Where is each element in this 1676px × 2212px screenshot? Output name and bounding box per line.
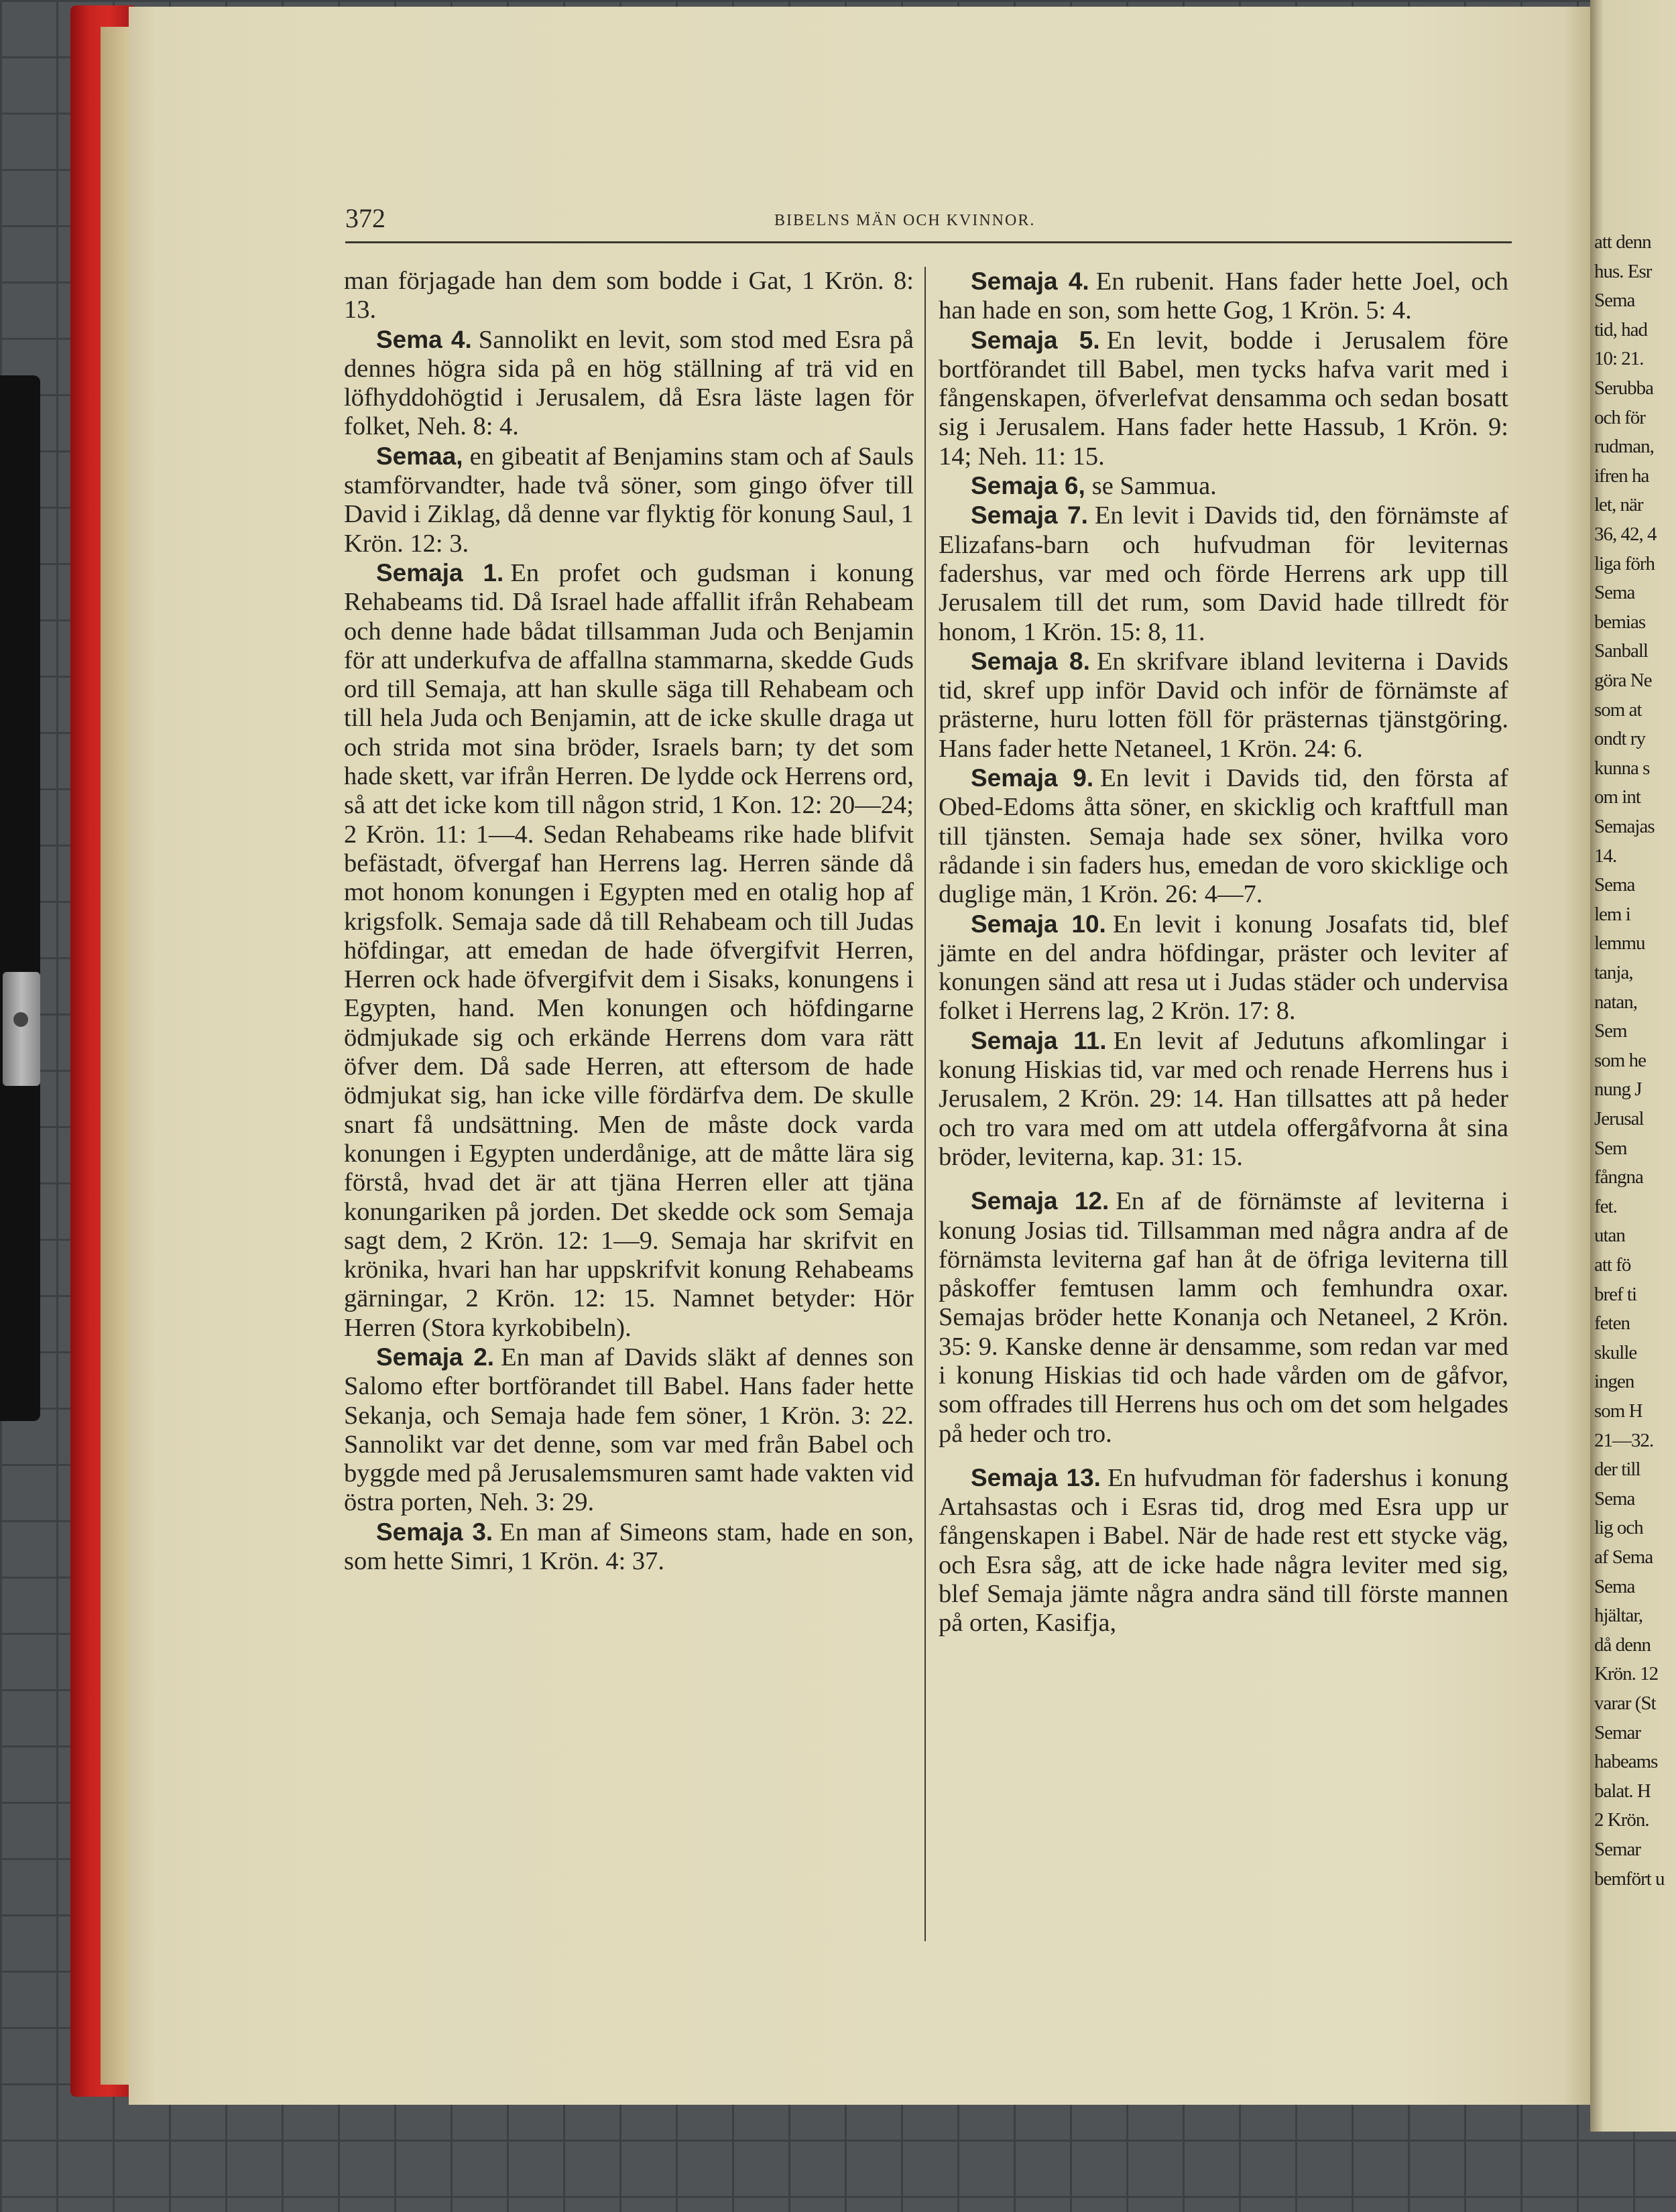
page-number: 372 bbox=[345, 203, 385, 233]
dictionary-entry bbox=[344, 1343, 914, 1518]
entry-text: En man af Simeons stam, hade en son, som hette Simri, 1 Krön. 4: 37. bbox=[344, 1518, 914, 1576]
dictionary-entry bbox=[939, 1186, 1508, 1449]
entry-headword: Semaa, bbox=[376, 442, 463, 470]
dictionary-entry bbox=[939, 1026, 1508, 1172]
facing-page-text-fragment: som H bbox=[1594, 1400, 1642, 1422]
dictionary-entry bbox=[344, 442, 914, 558]
entry-text: En skrifvare ibland leviterna i Davids tid, skref upp inför David och inför de förnämste af prästerne, huru lotten föll för prästernas tjänstgöring. Hans fader hette Netaneel, 1 Krön. 24: 6. bbox=[939, 647, 1508, 763]
facing-page-text-fragment: göra Ne bbox=[1594, 670, 1652, 691]
facing-page-text-fragment: som he bbox=[1594, 1049, 1646, 1071]
entry-headword: Semaja 3. bbox=[376, 1518, 493, 1546]
facing-page-text-fragment: Serubba bbox=[1594, 377, 1654, 399]
dictionary-entry bbox=[344, 1518, 914, 1577]
facing-page-text-fragment: lig och bbox=[1594, 1517, 1643, 1539]
running-head bbox=[345, 202, 1512, 243]
entry-text: En rubenit. Hans fader hette Joel, och han hade en son, som hette Gog, 1 Krön. 5: 4. bbox=[939, 267, 1508, 325]
entry-text: En profet och gudsman i konung Rehabeams tid. Då Israel hade affallit ifrån Rehabeam och denne hade bådat tillsamman Juda och Benjamin för att underkufva de affallna stammarna, skedde Guds ord till Semaja, att han skulle säga till Rehabeam och till hela Juda och Benjamin, att de icke skulle draga ut och strida mot sina bröder, Israels barn; ty det som hade skett, var ifrån Herren. De lydde ock Herrens ord, så att det icke kom till någon strid, 1 Kon. 12: 20—24; 2 Krön. 11: 1—4. Sedan Rehabeams rike hade blifvit befästadt, öfvergaf han Herrens lag. Herren sände då mot honom konungen i Egypten med en otalig hop af krigsfolk. Semaja sade då till Rehabeam och till Judas höfdingar, att emedan de hade öfvergifvit Herren, Herren ock hade öfvergifvit dem i Sisaks, konungens i Egypten, hand. Men konungen och höfdingarne ödmjukade sig och erkände Herrens dom vara rätt öfver dem. Då sade Herren, att eftersom de hade ödmjukat sig, han icke ville fördärfva dem. De skulle snart få undsättning. Men de måste dock varda konungen i Egypten underdånige, att de måtte lära sig förstå, hvad det är att tjäna Herren eller att tjäna konungariken på jorden. Det skedde ock som Semaja sagt dem, 2 Krön. 12: 1—9. Semaja har skrifvit en krönika, hvari han har uppskrifvit konung Rehabeams gärningar, 2 Krön. 12: 15. Namnet betyder: Hör Herren (Stora kyrkobibeln). bbox=[344, 558, 914, 1342]
page-clip bbox=[3, 972, 40, 1086]
facing-page-text-fragment: nung J bbox=[1594, 1079, 1642, 1101]
entry-headword: Semaja 5. bbox=[971, 326, 1100, 354]
entry-headword: Semaja 8. bbox=[971, 647, 1090, 675]
dictionary-entry bbox=[939, 471, 1508, 501]
page-block-edge bbox=[101, 27, 131, 2085]
entry-headword: Semaja 9. bbox=[971, 764, 1094, 792]
dictionary-entry bbox=[939, 1463, 1508, 1638]
entry-text: En levit i Davids tid, den förnämste af Elizafans-barn och hufvudman för leviternas fadershus, var med och förde Herrens ark upp till Jerusalem till det rum, som David hade tillredt för honom, 1 Krön. 15: 8, 11. bbox=[939, 501, 1509, 646]
facing-page-text-fragment: som at bbox=[1594, 698, 1642, 721]
entry-headword: Semaja 12. bbox=[971, 1187, 1110, 1215]
facing-page-text-fragment: fet. bbox=[1594, 1195, 1617, 1217]
entry-text: En levit af Jedutuns afkomlingar i konung Hiskias tid, var med och renade Herrens hus i Jerusalem, 2 Krön. 29: 14. Han tillsattes att på heder och tro vara med om att utdela offergåfvorna åt sina bröder, leviterna, kap. 31: 15. bbox=[939, 1026, 1509, 1171]
facing-page-text-fragment: bemfört u bbox=[1594, 1867, 1665, 1890]
facing-page-text-fragment: Semar bbox=[1594, 1839, 1641, 1860]
dictionary-entry bbox=[939, 910, 1508, 1026]
facing-page-text-fragment: 21—32. bbox=[1594, 1429, 1654, 1451]
entry-text: En levit i konung Josafats tid, blef jämte en del andra höfdingar, präster och leviter af konungen sänd att resa ut i Judas städer och undervisa folket i Herrens lag, 2 Krön. 17: 8. bbox=[939, 910, 1508, 1026]
column-divider bbox=[924, 267, 926, 1941]
facing-page-text-fragment: att denn bbox=[1594, 231, 1651, 253]
facing-page-text-fragment: bemias bbox=[1594, 611, 1646, 633]
facing-page-text-fragment: varar (St bbox=[1594, 1693, 1656, 1714]
facing-page-text-fragment: utan bbox=[1594, 1225, 1625, 1247]
entry-headword: Semaja 4. bbox=[971, 267, 1089, 295]
facing-page-text-fragment: Jerusal bbox=[1594, 1108, 1644, 1129]
facing-page-text-fragment: Sema bbox=[1594, 874, 1635, 896]
entry-headword: Semaja 6, bbox=[971, 472, 1085, 500]
facing-page-text-fragment: hus. Esr bbox=[1594, 260, 1652, 282]
entry-text: En levit i Davids tid, den första af Obed-Edoms åtta söner, en skicklig och kraftfull man till tjänsten. Semaja hade sex söner, hvilka voro rådande i sin faders hus, emedan de voro skicklige och duglige män, 1 Krön. 26: 4—7. bbox=[939, 764, 1508, 909]
dictionary-entry bbox=[939, 647, 1508, 763]
entry-headword: Semaja 10. bbox=[971, 910, 1106, 938]
facing-page-text-fragment: tanja, bbox=[1594, 962, 1633, 983]
facing-page-text-fragment: 36, 42, 4 bbox=[1594, 524, 1657, 545]
facing-page-text-fragment: Sem bbox=[1594, 1137, 1627, 1159]
entry-text: En man af Davids släkt af dennes son Salomo efter bortförandet till Babel. Hans fader hette Sekanja, och Semaja hade fem söner, 1 Krön. 3: 22. Sannolikt var det denne, som var med från Babel och byggde med på Jerusalemsmuren samt hade vakten vid östra porten, Neh. 3: 29. bbox=[344, 1343, 914, 1517]
facing-page-text-fragment: ingen bbox=[1594, 1371, 1634, 1393]
facing-page-text-fragment: ifren ha bbox=[1594, 465, 1649, 487]
facing-page-text-fragment: tid, had bbox=[1594, 318, 1647, 341]
entry-text: man förjagade han dem som bodde i Gat, 1 Krön. 8: 13. bbox=[344, 267, 914, 324]
entry-headword: Sema 4. bbox=[376, 325, 472, 353]
facing-page-text-fragment: Sema bbox=[1594, 582, 1635, 604]
facing-page-text-fragment: liga förh bbox=[1594, 552, 1655, 574]
dictionary-entry bbox=[344, 267, 914, 325]
facing-page-text-fragment: Semajas bbox=[1594, 816, 1655, 837]
facing-page-text-fragment: Semar bbox=[1594, 1721, 1641, 1743]
entry-text: En af de förnämste af leviterna i konung Josias tid. Tillsamman med några andra af de förnämsta leviterna gaf han åt de öfriga leviterna till påskoffer femtusen lamm och femhundra oxar. Semajas bröder hette Konanja och Netaneel, 2 Krön. 35: 9. Kanske denne är densamme, som redan var med i konung Hiskias tid och hade vården om de gåfvor, som offrades till Herrens hus och om det som helgades på heder och tro. bbox=[939, 1187, 1508, 1448]
running-head-title: BIBELNS MÄN OCH KVINNOR. bbox=[774, 212, 1036, 229]
dictionary-entry bbox=[344, 325, 914, 442]
facing-page-text-fragment: fångna bbox=[1594, 1166, 1643, 1188]
facing-page-text-fragment: Sema bbox=[1594, 290, 1635, 312]
facing-page-text-fragment: om int bbox=[1594, 786, 1640, 808]
facing-page-text-fragment: då denn bbox=[1594, 1634, 1651, 1656]
facing-page-text-fragment: feten bbox=[1594, 1312, 1630, 1335]
facing-page-text-fragment: att fö bbox=[1594, 1254, 1631, 1276]
facing-page-text-fragment: skulle bbox=[1594, 1341, 1637, 1363]
facing-page-text-fragment: natan, bbox=[1594, 991, 1638, 1013]
facing-page-text-fragment: Sanball bbox=[1594, 640, 1648, 662]
entry-text: en gibeatit af Benjamins stam och af Sauls stamförvandter, hade två söner, som gingo öfver till David i Ziklag, då denne var flyktig för konung Saul, 1 Krön. 12: 3. bbox=[344, 442, 914, 558]
entry-text: En hufvudman för fadershus i konung Artahsastas och i Esras tid, drog med Esra upp ur fångenskapen i Babel. När de hade rest ett stycke väg, och Esra såg, att de icke hade några leviter med sig, blef Semaja jämte några andra sänd till förste mannen på orten, Kasifja, bbox=[939, 1463, 1508, 1638]
entry-text: Sannolikt en levit, som stod med Esra på dennes högra sida på en hög ställning af trä vid en löfhyddohögtid i Jerusalem, då Esra läste lagen för folket, Neh. 8: 4. bbox=[344, 325, 914, 441]
dictionary-entry bbox=[939, 267, 1508, 326]
facing-page-text-fragment: lemmu bbox=[1594, 932, 1645, 955]
facing-page-text-fragment: Sema bbox=[1594, 1575, 1635, 1597]
book-stand bbox=[0, 375, 40, 1421]
facing-page-text-fragment: rudman, bbox=[1594, 436, 1654, 458]
facing-page-text-fragment: 14. bbox=[1594, 845, 1617, 867]
left-column bbox=[344, 267, 914, 1576]
facing-page-text-fragment: kunna s bbox=[1594, 757, 1650, 779]
facing-page-text-fragment: af Sema bbox=[1594, 1546, 1653, 1568]
entry-headword: Semaja 11. bbox=[971, 1026, 1107, 1054]
facing-page-text-fragment: Sema bbox=[1594, 1487, 1635, 1510]
entry-headword: Semaja 1. bbox=[376, 558, 504, 587]
facing-page-text-fragment: lem i bbox=[1594, 903, 1630, 925]
dictionary-entry bbox=[939, 763, 1508, 909]
entry-text: se Sammua. bbox=[1091, 472, 1217, 501]
entry-headword: Semaja 13. bbox=[971, 1463, 1101, 1491]
facing-page-text-fragment: 2 Krön. bbox=[1594, 1809, 1649, 1831]
facing-page-text-fragment: ondt ry bbox=[1594, 728, 1645, 750]
facing-page-text-fragment: och för bbox=[1594, 406, 1645, 428]
dictionary-entry bbox=[939, 326, 1508, 471]
entry-headword: Semaja 7. bbox=[971, 501, 1088, 530]
facing-page-edge bbox=[1590, 0, 1676, 2132]
facing-page-text-fragment: habeams bbox=[1594, 1751, 1658, 1773]
facing-page-text-fragment: balat. H bbox=[1594, 1780, 1651, 1802]
facing-page-text-fragment: der till bbox=[1594, 1459, 1640, 1481]
facing-page-text-fragment: let, när bbox=[1594, 494, 1643, 516]
dictionary-entry bbox=[344, 558, 914, 1343]
facing-page-text-fragment: hjältar, bbox=[1594, 1605, 1643, 1627]
facing-page-text-fragment: Sem bbox=[1594, 1020, 1627, 1042]
dictionary-entry bbox=[939, 501, 1508, 646]
entry-headword: Semaja 2. bbox=[376, 1343, 495, 1371]
facing-page-text-fragment: Krön. 12 bbox=[1594, 1663, 1659, 1685]
right-column bbox=[939, 267, 1508, 1638]
entry-text: En levit, bodde i Jerusalem före bortförandet till Babel, men tycks hafva varit med i fångenskapen, öfverlefvat densamma och sedan bosatt sig i Jerusalem. Hans fader hette Hassub, 1 Krön. 9: 14; Neh. 11: 15. bbox=[939, 326, 1508, 471]
facing-page-text-fragment: bref ti bbox=[1594, 1283, 1637, 1305]
facing-page-text-fragment: 10: 21. bbox=[1594, 348, 1644, 370]
